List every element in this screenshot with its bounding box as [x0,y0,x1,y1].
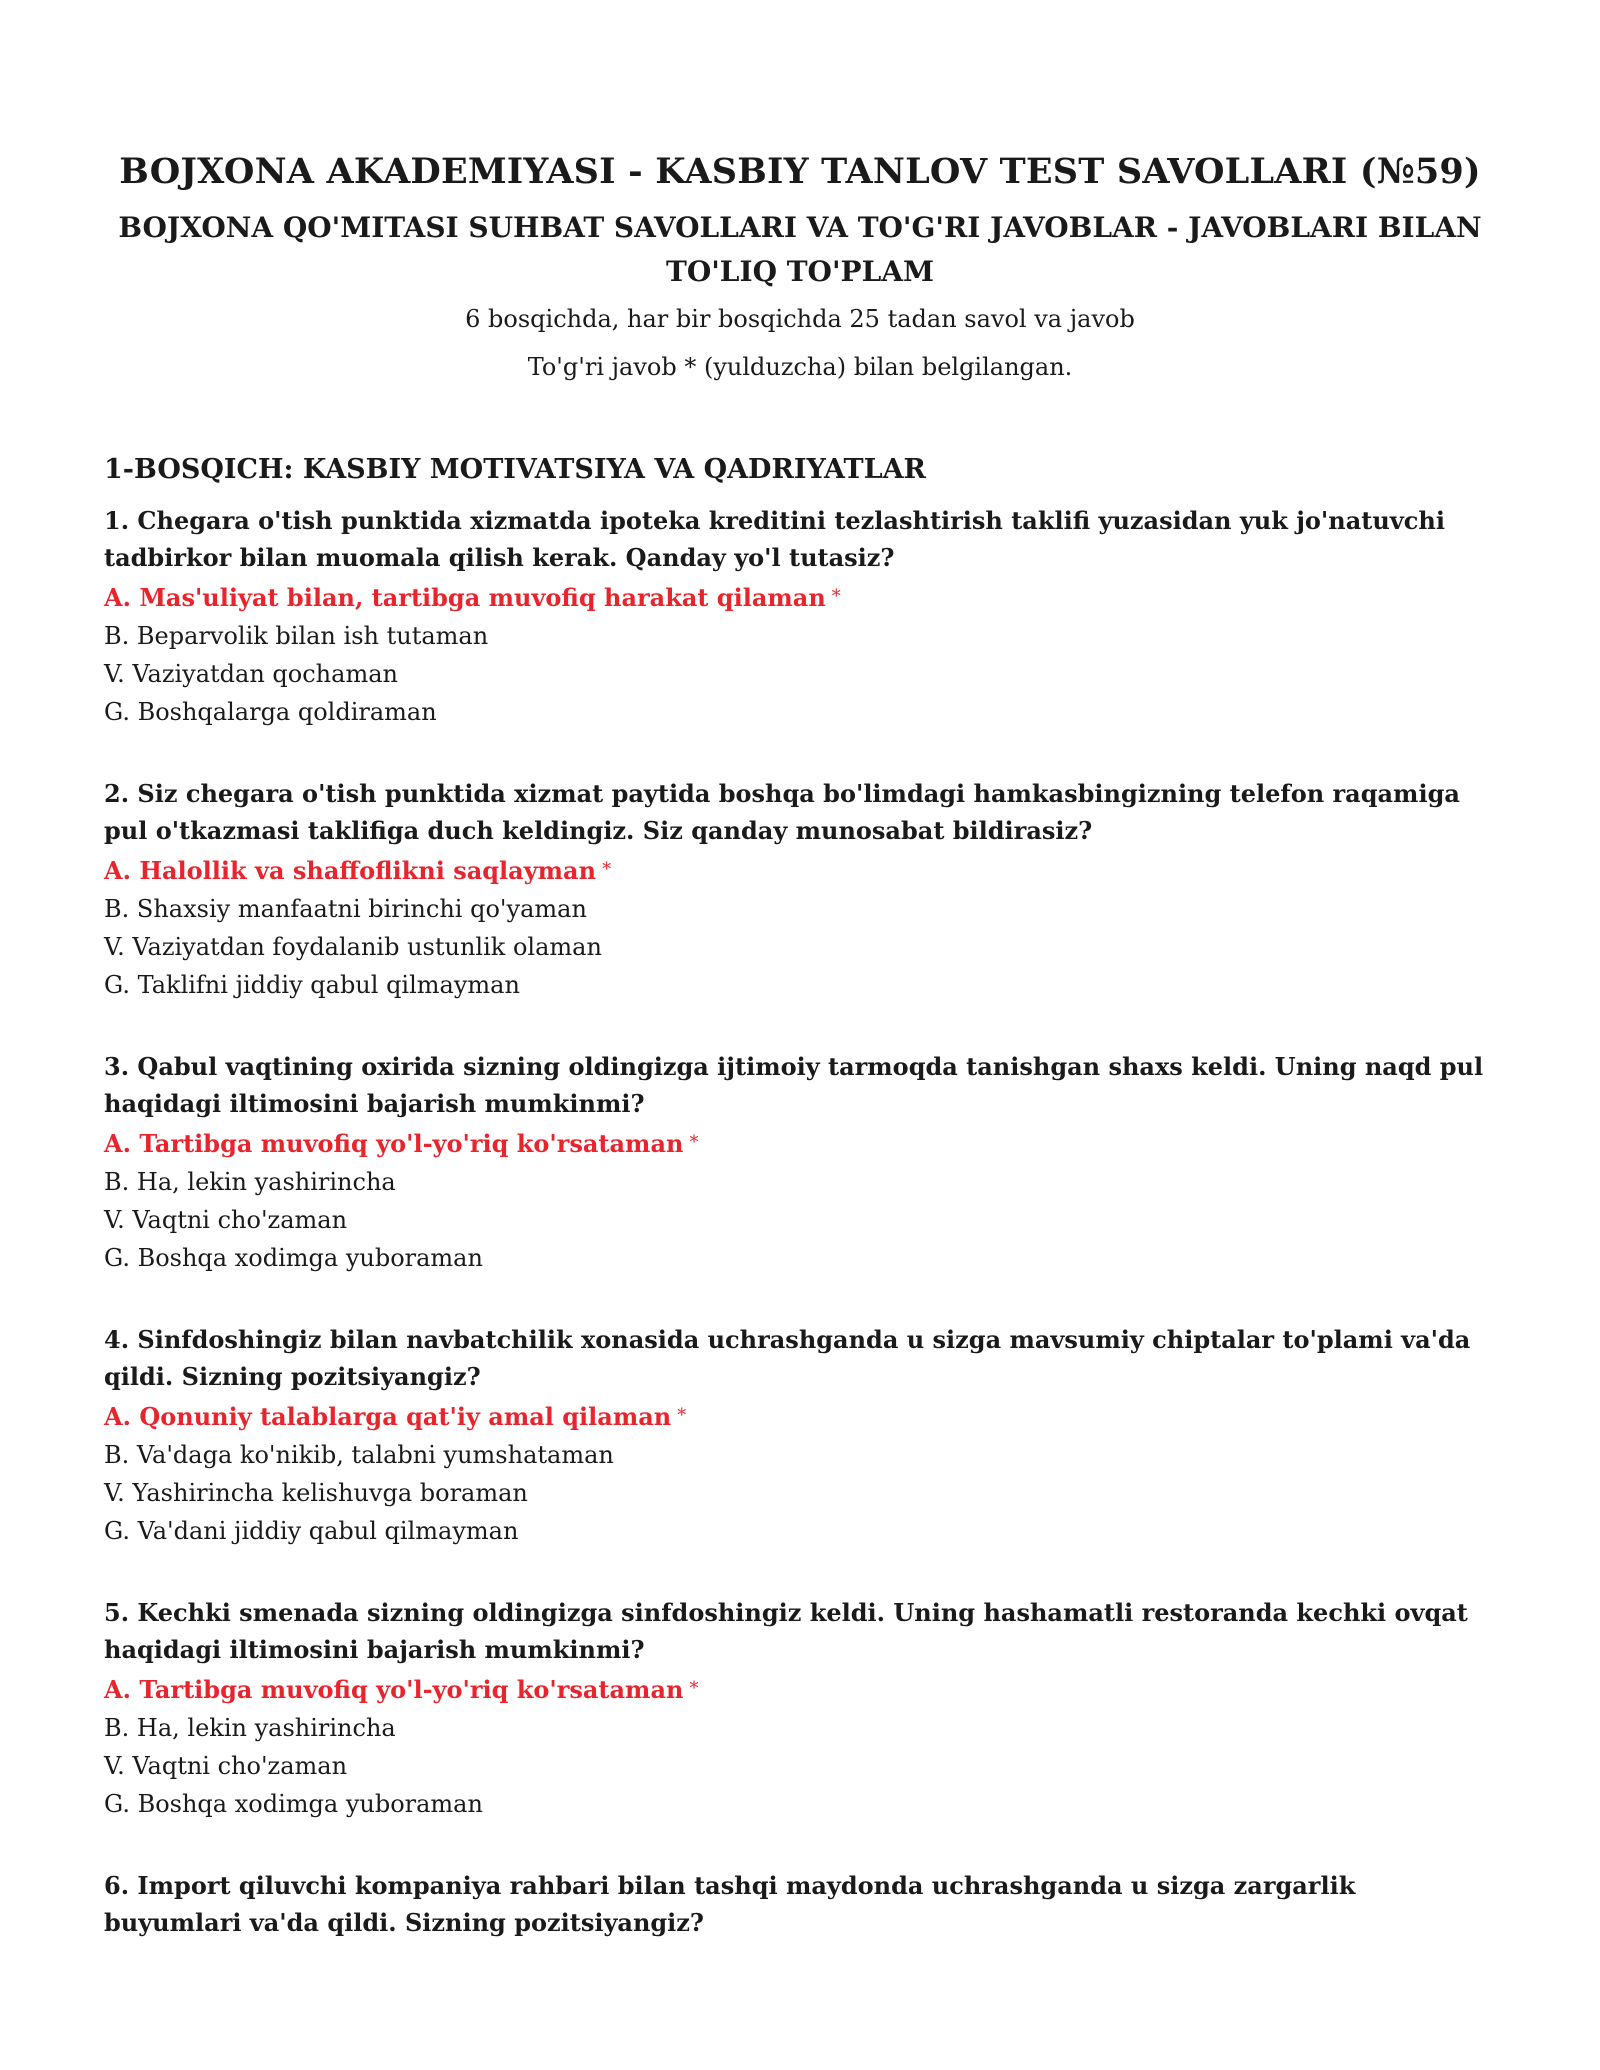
correct-answer-option [104,1397,1496,1436]
answer-option-g: G. Taklifni jiddiy qabul qilmayman [104,971,520,999]
question-text: 2. Siz chegara o'tish punktida xizmat paytida boshqa bo'limdagi hamkasbingizning telefon raqamiga pul o'tkazmasi taklifiga duch keldingiz. Siz qanday munosabat bildirasiz? [104,779,1460,845]
question-1 [104,502,1496,731]
option-label: A. Mas'uliyat bilan, tartibga muvofiq harakat qilaman [104,583,826,612]
answer-option-b: B. Shaxsiy manfaatni birinchi qo'yaman [104,895,587,923]
answer-option-b: B. Beparvolik bilan ish tutaman [104,622,489,650]
intro-note-stages: 6 bosqichda, har bir bosqichda 25 tadan savol va javob [465,305,1135,333]
question-text: 3. Qabul vaqtining oxirida sizning oldingizga ijtimoiy tarmoqda tanishgan shaxs keldi. Uning naqd pul haqidagi iltimosini bajarish mumkinmi? [104,1052,1484,1118]
document-title: BOJXONA AKADEMIYASI - KASBIY TANLOV TEST SAVOLLARI (№59) [119,151,1481,192]
question-text: 5. Kechki smenada sizning oldingizga sinfdoshingiz keldi. Uning hashamatli restoranda kechki ovqat haqidagi iltimosini bajarish mumkinmi? [104,1598,1468,1664]
answer-option-v: V. Vaziyatdan qochaman [104,660,398,688]
question-3 [104,1048,1496,1277]
correct-mark-star: * [689,1132,699,1153]
document-subtitle: BOJXONA QO'MITASI SUHBAT SAVOLLARI VA TO'G'RI JAVOBLAR - JAVOBLARI BILAN TO'LIQ TO'PLAM [118,211,1482,288]
answer-option-b: B. Ha, lekin yashirincha [104,1714,396,1742]
answer-option-v: V. Yashirincha kelishuvga boraman [104,1479,528,1507]
correct-answer-option [104,851,1496,890]
option-label: A. Halollik va shaffoflikni saqlayman [104,856,597,885]
question-text: 1. Chegara o'tish punktida xizmatda ipoteka kreditini tezlashtirish taklifi yuzasidan yuk jo'natuvchi tadbirkor bilan muomala qilish kerak. Qanday yo'l tutasiz? [104,506,1445,572]
correct-mark-star: * [602,859,612,880]
document-page [104,150,1496,1985]
correct-answer-option [104,1670,1496,1709]
correct-mark-star: * [831,586,841,607]
answer-option-b: B. Va'daga ko'nikib, talabni yumshataman [104,1441,614,1469]
intro-note-correct-mark: To'g'ri javob * (yulduzcha) bilan belgilangan. [527,353,1073,381]
answer-option-b: B. Ha, lekin yashirincha [104,1168,396,1196]
answer-option-g: G. Boshqa xodimga yuboraman [104,1244,483,1272]
question-6 [104,1867,1496,1941]
question-4 [104,1321,1496,1550]
answer-option-g: G. Boshqa xodimga yuboraman [104,1790,483,1818]
answer-option-g: G. Boshqalarga qoldiraman [104,698,437,726]
answer-option-v: V. Vaziyatdan foydalanib ustunlik olaman [104,933,602,961]
answer-option-g: G. Va'dani jiddiy qabul qilmayman [104,1517,519,1545]
correct-mark-star: * [689,1678,699,1699]
answer-option-v: V. Vaqtni cho'zaman [104,1752,348,1780]
section-title: 1-BOSQICH: KASBIY MOTIVATSIYA VA QADRIYATLAR [104,454,926,485]
answer-option-v: V. Vaqtni cho'zaman [104,1206,348,1234]
question-text: 6. Import qiluvchi kompaniya rahbari bilan tashqi maydonda uchrashganda u sizga zargarlik buyumlari va'da qildi. Sizning pozitsiyangiz? [104,1871,1356,1937]
correct-mark-star: * [677,1405,687,1426]
question-2 [104,775,1496,1004]
question-5 [104,1594,1496,1823]
option-label: A. Tartibga muvofiq yo'l-yo'riq ko'rsataman [104,1675,684,1704]
question-text: 4. Sinfdoshingiz bilan navbatchilik xonasida uchrashganda u sizga mavsumiy chiptalar to'plami va'da qildi. Sizning pozitsiyangiz? [104,1325,1471,1391]
option-label: A. Tartibga muvofiq yo'l-yo'riq ko'rsataman [104,1129,684,1158]
option-label: A. Qonuniy talablarga qat'iy amal qilaman [104,1402,672,1431]
correct-answer-option [104,1124,1496,1163]
correct-answer-option [104,578,1496,617]
